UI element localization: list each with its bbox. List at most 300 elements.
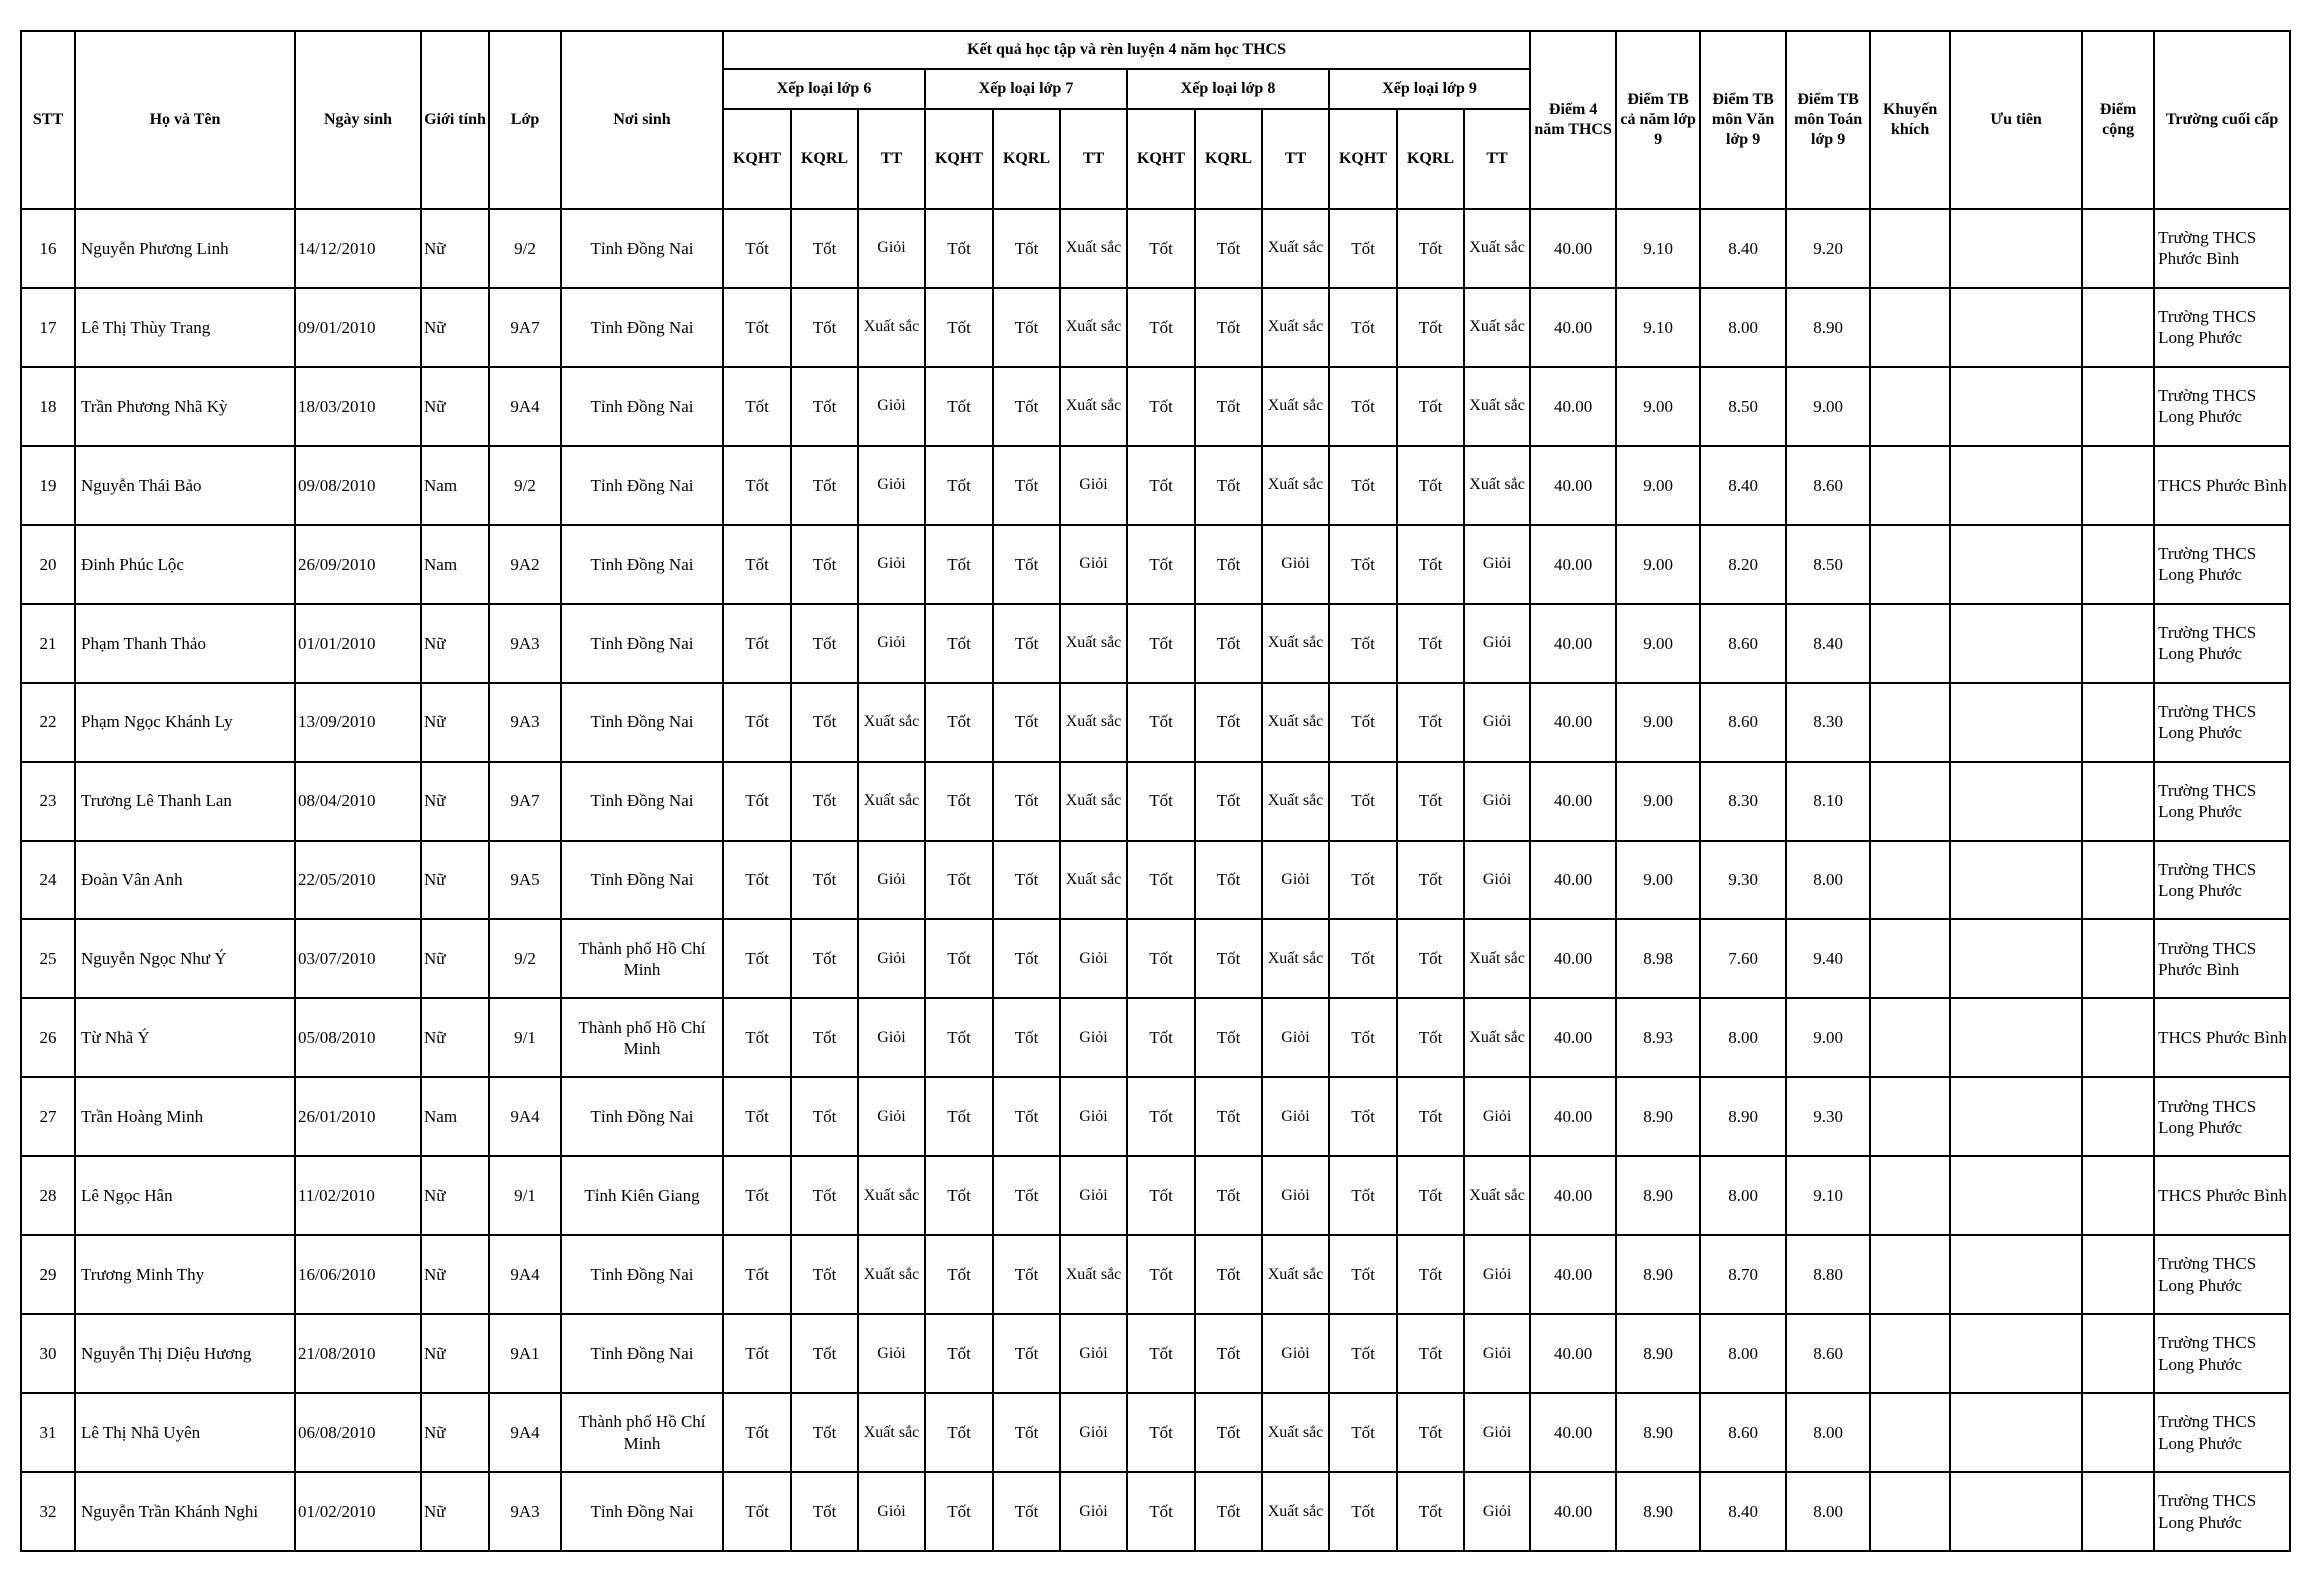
cell-gioi-tinh: Nam [421,446,489,525]
cell-kqht-6: Tốt [723,1314,791,1393]
cell-kqrl-9: Tốt [1397,998,1464,1077]
cell-kqht-7: Tốt [925,1235,993,1314]
cell-kqht-7: Tốt [925,919,993,998]
cell-kqrl-8: Tốt [1195,919,1262,998]
cell-lop: 9A4 [489,1393,561,1472]
cell-diem-tb-van: 8.70 [1700,1235,1786,1314]
cell-lop: 9A3 [489,683,561,762]
cell-khuyen-khich [1870,1235,1950,1314]
cell-tt-9: Giỏi [1464,525,1530,604]
cell-uu-tien [1950,367,2082,446]
cell-ho-ten: Nguyễn Thái Bảo [75,446,295,525]
cell-diem-tb-ca-nam: 9.00 [1616,446,1700,525]
cell-diem-tb-ca-nam: 8.93 [1616,998,1700,1077]
cell-tt-9: Xuất sắc [1464,998,1530,1077]
cell-tt-6: Giỏi [858,604,925,683]
cell-diem-tb-ca-nam: 9.10 [1616,288,1700,367]
cell-ho-ten: Từ Nhã Ý [75,998,295,1077]
cell-diem-tb-toan: 9.30 [1786,1077,1870,1156]
cell-tt-8: Giỏi [1262,1156,1329,1235]
header-xep-loai-7: Xếp loại lớp 7 [925,69,1127,109]
cell-diem-tb-toan: 9.00 [1786,367,1870,446]
header-kqht-6: KQHT [723,109,791,209]
cell-kqrl-8: Tốt [1195,1235,1262,1314]
cell-lop: 9A4 [489,1235,561,1314]
cell-kqht-9: Tốt [1329,841,1397,920]
header-kqht-8: KQHT [1127,109,1195,209]
cell-diem-cong [2082,1472,2154,1551]
cell-diem-tb-toan: 8.00 [1786,1393,1870,1472]
cell-diem-tb-van: 8.50 [1700,367,1786,446]
cell-stt: 21 [21,604,75,683]
table-row [21,683,2290,762]
header-xep-loai-6: Xếp loại lớp 6 [723,69,925,109]
cell-kqrl-7: Tốt [993,446,1060,525]
cell-stt: 32 [21,1472,75,1551]
cell-tt-8: Xuất sắc [1262,209,1329,288]
cell-gioi-tinh: Nữ [421,1156,489,1235]
cell-diem-tb-ca-nam: 9.00 [1616,762,1700,841]
cell-diem-4-nam: 40.00 [1530,683,1616,762]
cell-gioi-tinh: Nữ [421,841,489,920]
cell-tt-9: Giỏi [1464,604,1530,683]
cell-kqht-9: Tốt [1329,525,1397,604]
cell-stt: 30 [21,1314,75,1393]
cell-tt-7: Giỏi [1060,525,1127,604]
cell-diem-tb-toan: 9.00 [1786,998,1870,1077]
cell-lop: 9A1 [489,1314,561,1393]
cell-uu-tien [1950,446,2082,525]
cell-truong-cuoi-cap: Trường THCS Phước Bình [2154,209,2290,288]
cell-tt-9: Xuất sắc [1464,288,1530,367]
cell-ho-ten: Đinh Phúc Lộc [75,525,295,604]
cell-khuyen-khich [1870,288,1950,367]
header-tt-9: TT [1464,109,1530,209]
cell-noi-sinh: Tỉnh Đồng Nai [561,367,723,446]
cell-diem-cong [2082,1156,2154,1235]
table-row [21,604,2290,683]
cell-lop: 9/1 [489,1156,561,1235]
cell-tt-8: Giỏi [1262,1077,1329,1156]
cell-diem-4-nam: 40.00 [1530,1472,1616,1551]
table-row [21,1156,2290,1235]
cell-gioi-tinh: Nữ [421,1235,489,1314]
cell-diem-cong [2082,1314,2154,1393]
cell-kqrl-8: Tốt [1195,288,1262,367]
cell-kqht-8: Tốt [1127,1235,1195,1314]
cell-ho-ten: Nguyễn Phương Linh [75,209,295,288]
cell-ngay-sinh: 13/09/2010 [295,683,421,762]
cell-stt: 27 [21,1077,75,1156]
header-kqrl-9: KQRL [1397,109,1464,209]
cell-diem-tb-ca-nam: 8.98 [1616,919,1700,998]
cell-ngay-sinh: 01/01/2010 [295,604,421,683]
cell-tt-7: Xuất sắc [1060,288,1127,367]
cell-tt-7: Giỏi [1060,1393,1127,1472]
cell-diem-tb-toan: 8.60 [1786,1314,1870,1393]
cell-diem-tb-van: 8.60 [1700,683,1786,762]
cell-ho-ten: Nguyễn Trần Khánh Nghi [75,1472,295,1551]
cell-tt-9: Giỏi [1464,1235,1530,1314]
cell-tt-9: Xuất sắc [1464,1156,1530,1235]
cell-kqrl-6: Tốt [791,1156,858,1235]
cell-kqrl-8: Tốt [1195,525,1262,604]
cell-diem-tb-toan: 8.10 [1786,762,1870,841]
cell-tt-9: Giỏi [1464,762,1530,841]
cell-tt-6: Giỏi [858,1077,925,1156]
cell-ho-ten: Trần Hoàng Minh [75,1077,295,1156]
cell-tt-7: Xuất sắc [1060,209,1127,288]
cell-diem-cong [2082,288,2154,367]
cell-tt-7: Giỏi [1060,1077,1127,1156]
cell-uu-tien [1950,288,2082,367]
cell-kqrl-7: Tốt [993,288,1060,367]
cell-noi-sinh: Thành phố Hồ Chí Minh [561,998,723,1077]
cell-truong-cuoi-cap: Trường THCS Long Phước [2154,1393,2290,1472]
header-diem-tb-ca-nam: Điểm TB cả năm lớp 9 [1616,31,1700,209]
cell-truong-cuoi-cap: THCS Phước Bình [2154,998,2290,1077]
cell-ngay-sinh: 26/01/2010 [295,1077,421,1156]
cell-diem-tb-ca-nam: 9.00 [1616,604,1700,683]
cell-kqht-6: Tốt [723,209,791,288]
cell-stt: 20 [21,525,75,604]
cell-tt-9: Giỏi [1464,1077,1530,1156]
cell-uu-tien [1950,919,2082,998]
cell-khuyen-khich [1870,1393,1950,1472]
cell-diem-tb-van: 8.00 [1700,998,1786,1077]
cell-kqrl-6: Tốt [791,998,858,1077]
header-tt-7: TT [1060,109,1127,209]
cell-kqht-6: Tốt [723,604,791,683]
cell-diem-tb-van: 8.60 [1700,1393,1786,1472]
cell-kqht-8: Tốt [1127,919,1195,998]
header-stt: STT [21,31,75,209]
cell-kqht-7: Tốt [925,1393,993,1472]
cell-truong-cuoi-cap: Trường THCS Long Phước [2154,604,2290,683]
cell-lop: 9A7 [489,762,561,841]
cell-kqrl-8: Tốt [1195,604,1262,683]
cell-diem-4-nam: 40.00 [1530,841,1616,920]
cell-tt-9: Giỏi [1464,683,1530,762]
cell-kqht-6: Tốt [723,446,791,525]
cell-kqht-8: Tốt [1127,998,1195,1077]
cell-ho-ten: Nguyễn Thị Diệu Hương [75,1314,295,1393]
cell-uu-tien [1950,1156,2082,1235]
cell-kqrl-7: Tốt [993,1472,1060,1551]
cell-stt: 25 [21,919,75,998]
cell-ngay-sinh: 22/05/2010 [295,841,421,920]
cell-lop: 9A2 [489,525,561,604]
cell-gioi-tinh: Nữ [421,209,489,288]
cell-kqht-9: Tốt [1329,209,1397,288]
cell-kqrl-7: Tốt [993,1235,1060,1314]
cell-kqrl-8: Tốt [1195,1077,1262,1156]
cell-kqrl-7: Tốt [993,841,1060,920]
cell-noi-sinh: Tỉnh Đồng Nai [561,762,723,841]
cell-kqrl-9: Tốt [1397,762,1464,841]
cell-tt-6: Xuất sắc [858,1156,925,1235]
cell-kqht-8: Tốt [1127,1472,1195,1551]
cell-tt-6: Giỏi [858,209,925,288]
cell-kqht-9: Tốt [1329,1393,1397,1472]
cell-kqht-9: Tốt [1329,762,1397,841]
cell-tt-7: Xuất sắc [1060,841,1127,920]
cell-kqrl-8: Tốt [1195,1393,1262,1472]
cell-kqht-7: Tốt [925,762,993,841]
cell-khuyen-khich [1870,841,1950,920]
cell-kqrl-6: Tốt [791,446,858,525]
cell-kqrl-6: Tốt [791,1077,858,1156]
cell-kqrl-8: Tốt [1195,1472,1262,1551]
cell-truong-cuoi-cap: THCS Phước Bình [2154,446,2290,525]
cell-truong-cuoi-cap: Trường THCS Long Phước [2154,525,2290,604]
cell-diem-4-nam: 40.00 [1530,446,1616,525]
cell-gioi-tinh: Nữ [421,998,489,1077]
header-diem-tb-toan: Điểm TB môn Toán lớp 9 [1786,31,1870,209]
cell-kqht-8: Tốt [1127,683,1195,762]
cell-kqht-6: Tốt [723,1393,791,1472]
cell-khuyen-khich [1870,1077,1950,1156]
cell-tt-6: Giỏi [858,446,925,525]
cell-tt-6: Giỏi [858,841,925,920]
cell-diem-cong [2082,841,2154,920]
cell-khuyen-khich [1870,367,1950,446]
cell-kqrl-8: Tốt [1195,762,1262,841]
cell-kqht-6: Tốt [723,367,791,446]
cell-gioi-tinh: Nam [421,525,489,604]
cell-kqht-6: Tốt [723,998,791,1077]
cell-kqht-7: Tốt [925,683,993,762]
cell-diem-4-nam: 40.00 [1530,367,1616,446]
cell-diem-cong [2082,1393,2154,1472]
cell-kqht-7: Tốt [925,209,993,288]
cell-tt-7: Xuất sắc [1060,762,1127,841]
cell-ngay-sinh: 16/06/2010 [295,1235,421,1314]
cell-diem-tb-toan: 8.50 [1786,525,1870,604]
cell-kqrl-9: Tốt [1397,1235,1464,1314]
cell-diem-4-nam: 40.00 [1530,762,1616,841]
header-diem-tb-van: Điểm TB môn Văn lớp 9 [1700,31,1786,209]
cell-kqht-6: Tốt [723,841,791,920]
cell-diem-tb-toan: 8.90 [1786,288,1870,367]
cell-kqht-9: Tốt [1329,446,1397,525]
cell-tt-9: Xuất sắc [1464,919,1530,998]
cell-diem-tb-ca-nam: 9.00 [1616,683,1700,762]
table-row [21,446,2290,525]
table-row [21,919,2290,998]
cell-ngay-sinh: 26/09/2010 [295,525,421,604]
cell-lop: 9/2 [489,209,561,288]
cell-kqrl-7: Tốt [993,1077,1060,1156]
cell-gioi-tinh: Nam [421,1077,489,1156]
cell-kqht-7: Tốt [925,998,993,1077]
cell-khuyen-khich [1870,1156,1950,1235]
cell-diem-tb-toan: 8.30 [1786,683,1870,762]
cell-tt-7: Xuất sắc [1060,683,1127,762]
cell-ho-ten: Lê Thị Thùy Trang [75,288,295,367]
cell-ho-ten: Phạm Thanh Thảo [75,604,295,683]
cell-uu-tien [1950,1393,2082,1472]
cell-stt: 24 [21,841,75,920]
cell-tt-6: Xuất sắc [858,1235,925,1314]
cell-noi-sinh: Tỉnh Đồng Nai [561,683,723,762]
table-row [21,1077,2290,1156]
cell-diem-cong [2082,367,2154,446]
cell-kqht-8: Tốt [1127,288,1195,367]
cell-kqrl-9: Tốt [1397,1472,1464,1551]
cell-kqrl-9: Tốt [1397,841,1464,920]
cell-kqht-6: Tốt [723,919,791,998]
cell-khuyen-khich [1870,1314,1950,1393]
header-ngay-sinh: Ngày sinh [295,31,421,209]
cell-noi-sinh: Tỉnh Đồng Nai [561,446,723,525]
cell-ngay-sinh: 09/01/2010 [295,288,421,367]
cell-khuyen-khich [1870,1472,1950,1551]
cell-truong-cuoi-cap: Trường THCS Long Phước [2154,288,2290,367]
cell-kqht-9: Tốt [1329,367,1397,446]
table-row [21,288,2290,367]
cell-lop: 9A5 [489,841,561,920]
cell-diem-tb-toan: 8.00 [1786,1472,1870,1551]
cell-truong-cuoi-cap: Trường THCS Phước Bình [2154,919,2290,998]
header-uu-tien: Ưu tiên [1950,31,2082,209]
cell-ngay-sinh: 14/12/2010 [295,209,421,288]
cell-stt: 22 [21,683,75,762]
cell-stt: 19 [21,446,75,525]
cell-diem-cong [2082,919,2154,998]
cell-kqht-8: Tốt [1127,209,1195,288]
cell-kqht-8: Tốt [1127,762,1195,841]
cell-ngay-sinh: 03/07/2010 [295,919,421,998]
cell-kqrl-6: Tốt [791,1235,858,1314]
header-noi-sinh: Nơi sinh [561,31,723,209]
cell-kqrl-7: Tốt [993,525,1060,604]
cell-tt-7: Xuất sắc [1060,604,1127,683]
cell-tt-8: Xuất sắc [1262,919,1329,998]
cell-gioi-tinh: Nữ [421,1472,489,1551]
cell-uu-tien [1950,998,2082,1077]
cell-lop: 9A3 [489,604,561,683]
cell-truong-cuoi-cap: Trường THCS Long Phước [2154,841,2290,920]
cell-tt-8: Giỏi [1262,1314,1329,1393]
cell-uu-tien [1950,762,2082,841]
cell-kqht-7: Tốt [925,1314,993,1393]
cell-diem-cong [2082,1235,2154,1314]
cell-truong-cuoi-cap: Trường THCS Long Phước [2154,1472,2290,1551]
cell-uu-tien [1950,209,2082,288]
cell-diem-tb-van: 7.60 [1700,919,1786,998]
table-row [21,998,2290,1077]
cell-kqrl-9: Tốt [1397,683,1464,762]
cell-diem-tb-van: 8.40 [1700,209,1786,288]
cell-kqrl-8: Tốt [1195,367,1262,446]
cell-tt-7: Giỏi [1060,919,1127,998]
cell-tt-7: Giỏi [1060,1314,1127,1393]
header-tt-6: TT [858,109,925,209]
cell-kqrl-6: Tốt [791,841,858,920]
cell-diem-tb-toan: 9.10 [1786,1156,1870,1235]
cell-ho-ten: Phạm Ngọc Khánh Ly [75,683,295,762]
cell-khuyen-khich [1870,525,1950,604]
cell-khuyen-khich [1870,604,1950,683]
cell-diem-tb-toan: 8.00 [1786,841,1870,920]
cell-truong-cuoi-cap: Trường THCS Long Phước [2154,367,2290,446]
cell-kqrl-9: Tốt [1397,288,1464,367]
table-header [21,31,2290,209]
cell-noi-sinh: Tỉnh Đồng Nai [561,209,723,288]
cell-kqrl-6: Tốt [791,683,858,762]
cell-tt-8: Xuất sắc [1262,1235,1329,1314]
cell-stt: 18 [21,367,75,446]
cell-tt-9: Xuất sắc [1464,209,1530,288]
cell-diem-tb-ca-nam: 9.10 [1616,209,1700,288]
cell-kqrl-9: Tốt [1397,919,1464,998]
cell-kqht-7: Tốt [925,446,993,525]
cell-diem-tb-van: 8.40 [1700,446,1786,525]
cell-diem-tb-van: 8.00 [1700,1314,1786,1393]
table-row [21,367,2290,446]
cell-diem-4-nam: 40.00 [1530,998,1616,1077]
header-kqht-9: KQHT [1329,109,1397,209]
cell-tt-8: Xuất sắc [1262,683,1329,762]
cell-truong-cuoi-cap: Trường THCS Long Phước [2154,762,2290,841]
cell-kqht-9: Tốt [1329,1156,1397,1235]
cell-kqht-6: Tốt [723,1235,791,1314]
cell-tt-6: Xuất sắc [858,683,925,762]
cell-lop: 9A3 [489,1472,561,1551]
cell-noi-sinh: Thành phố Hồ Chí Minh [561,919,723,998]
cell-kqrl-6: Tốt [791,919,858,998]
cell-tt-7: Giỏi [1060,446,1127,525]
cell-kqrl-6: Tốt [791,1314,858,1393]
cell-stt: 23 [21,762,75,841]
cell-truong-cuoi-cap: Trường THCS Long Phước [2154,1077,2290,1156]
cell-kqht-9: Tốt [1329,1472,1397,1551]
cell-ho-ten: Đoàn Vân Anh [75,841,295,920]
cell-diem-cong [2082,1077,2154,1156]
cell-tt-8: Xuất sắc [1262,762,1329,841]
cell-noi-sinh: Tỉnh Đồng Nai [561,525,723,604]
header-xep-loai-9: Xếp loại lớp 9 [1329,69,1530,109]
cell-ngay-sinh: 08/04/2010 [295,762,421,841]
table-row [21,209,2290,288]
cell-kqrl-9: Tốt [1397,604,1464,683]
cell-kqht-7: Tốt [925,604,993,683]
cell-gioi-tinh: Nữ [421,604,489,683]
cell-tt-8: Xuất sắc [1262,1472,1329,1551]
cell-kqht-7: Tốt [925,367,993,446]
cell-kqht-9: Tốt [1329,683,1397,762]
cell-noi-sinh: Tỉnh Đồng Nai [561,1077,723,1156]
cell-diem-cong [2082,446,2154,525]
cell-kqrl-6: Tốt [791,209,858,288]
cell-kqrl-7: Tốt [993,919,1060,998]
cell-uu-tien [1950,1314,2082,1393]
cell-kqht-7: Tốt [925,1077,993,1156]
cell-tt-8: Giỏi [1262,525,1329,604]
cell-khuyen-khich [1870,446,1950,525]
cell-ngay-sinh: 05/08/2010 [295,998,421,1077]
cell-kqht-7: Tốt [925,1472,993,1551]
cell-diem-4-nam: 40.00 [1530,1314,1616,1393]
cell-khuyen-khich [1870,683,1950,762]
cell-kqrl-6: Tốt [791,1472,858,1551]
cell-tt-7: Giỏi [1060,1156,1127,1235]
cell-kqrl-6: Tốt [791,762,858,841]
cell-noi-sinh: Tỉnh Đồng Nai [561,604,723,683]
header-gioi-tinh: Giới tính [421,31,489,209]
cell-kqht-8: Tốt [1127,841,1195,920]
